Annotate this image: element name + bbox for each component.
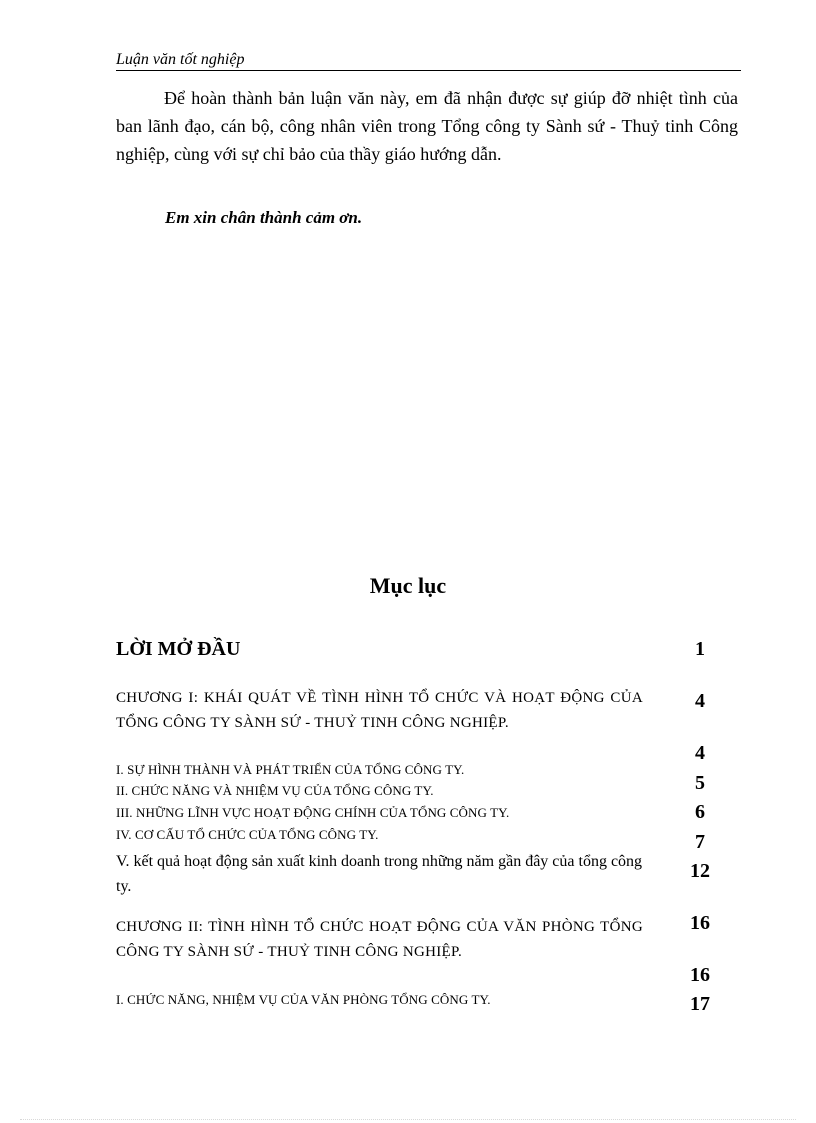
- thanks-line: Em xin chân thành cảm ơn.: [165, 208, 363, 227]
- toc-page-number: 16: [690, 964, 710, 986]
- toc-page-number: 7: [695, 831, 705, 853]
- toc-page-number: 1: [695, 638, 705, 660]
- toc-entry-introduction: LỜI MỞ ĐẦU: [116, 638, 241, 660]
- toc-title: Mục lục: [369, 573, 447, 598]
- toc-entry-section: II. CHỨC NĂNG VÀ NHIỆM VỤ CỦA TỔNG CÔNG TY.: [116, 783, 434, 798]
- acknowledgement-paragraph: Để hoàn thành bản luận văn này, em đã nhận được sự giúp đỡ nhiệt tình của ban lãnh đạo, cán bộ, công nhân viên trong Tổng công ty Sành sứ - Thuỷ tinh Công nghiệp, cùng với sự chỉ bảo của thầy giáo hướng dẫn.: [116, 88, 738, 164]
- toc-entry-section: I. SỰ HÌNH THÀNH VÀ PHÁT TRIỂN CỦA TỔNG CÔNG TY.: [116, 762, 465, 777]
- toc-page-number: 17: [690, 993, 710, 1015]
- toc-entry-chapter-1: CHƯƠNG I: KHÁI QUÁT VỀ TÌNH HÌNH TỔ CHỨC VÀ HOẠT ĐỘNG CỦA TỔNG CÔNG TY SÀNH SỨ - THUỶ TINH CÔNG NGHIỆP.: [116, 690, 643, 731]
- toc-page-number: 16: [690, 912, 710, 934]
- page-bottom-divider: [20, 1119, 796, 1120]
- toc-entry-section: III. NHỮNG LĨNH VỰC HOẠT ĐỘNG CHÍNH CỦA TỔNG CÔNG TY.: [116, 805, 510, 820]
- toc-page-number: 12: [690, 860, 710, 882]
- toc-page-number: 6: [695, 801, 705, 823]
- running-header: Luận văn tốt nghiệp: [116, 50, 741, 71]
- toc-page-number: 4: [695, 690, 705, 712]
- toc-page-number: 4: [695, 742, 705, 764]
- toc-entry-section: I. CHỨC NĂNG, NHIỆM VỤ CỦA VĂN PHÒNG TỔNG CÔNG TY.: [116, 992, 491, 1007]
- toc-entry-chapter-2: CHƯƠNG II: TÌNH HÌNH TỔ CHỨC HOẠT ĐỘNG CỦA VĂN PHÒNG TỔNG CÔNG TY SÀNH SỨ - THUỶ TINH CÔNG NGHIỆP.: [116, 919, 643, 960]
- toc-page-number: 5: [695, 772, 705, 794]
- toc-entry-section: IV. CƠ CẤU TỔ CHỨC CỦA TỔNG CÔNG TY.: [116, 827, 379, 842]
- toc-entry-section: V. kết quả hoạt động sản xuất kinh doanh trong những năm gần đây của tổng công ty.: [116, 853, 643, 895]
